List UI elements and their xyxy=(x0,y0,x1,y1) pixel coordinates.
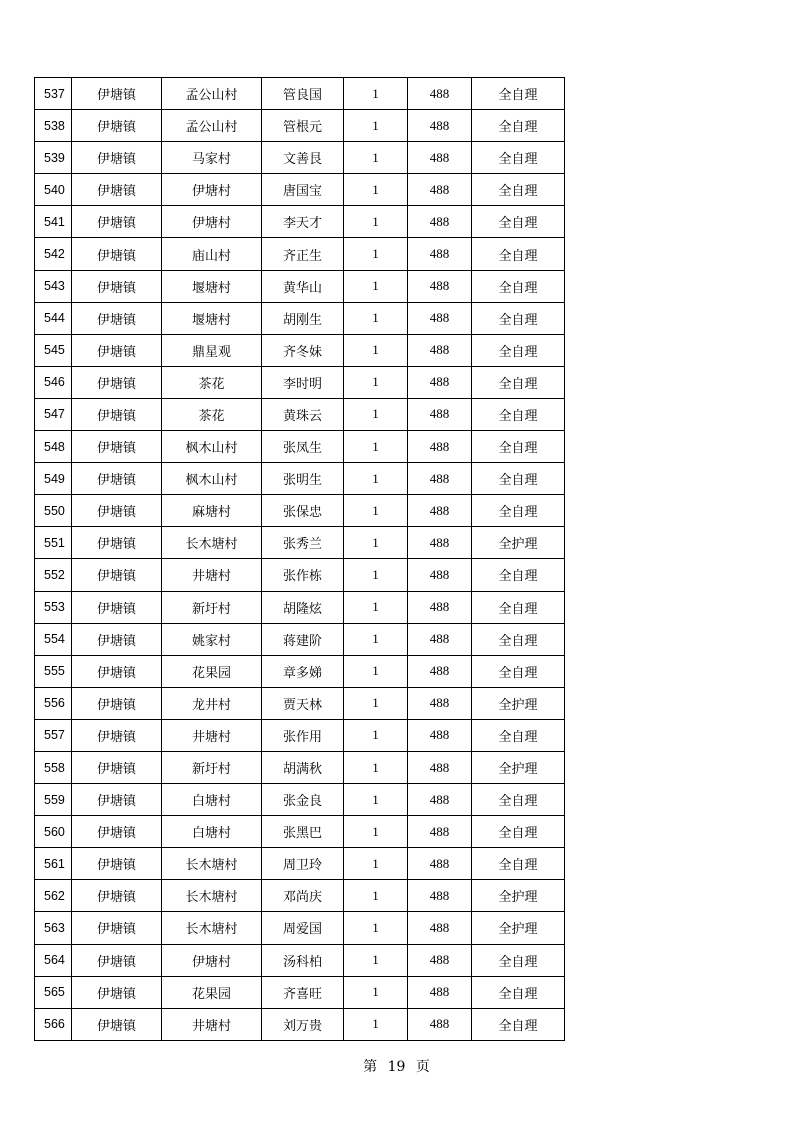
town-cell: 伊塘镇 xyxy=(72,719,162,751)
name-cell: 黄珠云 xyxy=(262,398,344,430)
care-type-cell: 全自理 xyxy=(472,623,565,655)
table-row xyxy=(35,944,565,976)
count-cell: 1 xyxy=(344,848,408,880)
amount-cell: 488 xyxy=(408,270,472,302)
town-cell: 伊塘镇 xyxy=(72,591,162,623)
count-cell: 1 xyxy=(344,623,408,655)
village-cell: 长木塘村 xyxy=(162,880,262,912)
count-cell: 1 xyxy=(344,687,408,719)
table-row xyxy=(35,976,565,1008)
care-type-cell: 全自理 xyxy=(472,334,565,366)
name-cell: 文善艮 xyxy=(262,142,344,174)
count-cell: 1 xyxy=(344,880,408,912)
table-row xyxy=(35,687,565,719)
table-row xyxy=(35,463,565,495)
amount-cell: 488 xyxy=(408,816,472,848)
count-cell: 1 xyxy=(344,912,408,944)
amount-cell: 488 xyxy=(408,687,472,719)
village-cell: 井塘村 xyxy=(162,559,262,591)
village-cell: 孟公山村 xyxy=(162,110,262,142)
village-cell: 新圩村 xyxy=(162,751,262,783)
town-cell: 伊塘镇 xyxy=(72,623,162,655)
amount-cell: 488 xyxy=(408,78,472,110)
table-row xyxy=(35,655,565,687)
care-type-cell: 全护理 xyxy=(472,912,565,944)
amount-cell: 488 xyxy=(408,591,472,623)
care-type-cell: 全自理 xyxy=(472,431,565,463)
name-cell: 汤科柏 xyxy=(262,944,344,976)
care-type-cell: 全自理 xyxy=(472,270,565,302)
count-cell: 1 xyxy=(344,559,408,591)
name-cell: 张秀兰 xyxy=(262,527,344,559)
village-cell: 枫木山村 xyxy=(162,463,262,495)
care-type-cell: 全自理 xyxy=(472,142,565,174)
care-type-cell: 全护理 xyxy=(472,880,565,912)
table-row xyxy=(35,270,565,302)
name-cell: 张凤生 xyxy=(262,431,344,463)
amount-cell: 488 xyxy=(408,398,472,430)
count-cell: 1 xyxy=(344,302,408,334)
table-row xyxy=(35,751,565,783)
care-type-cell: 全自理 xyxy=(472,591,565,623)
count-cell: 1 xyxy=(344,78,408,110)
seq-number-cell: 565 xyxy=(35,976,72,1008)
count-cell: 1 xyxy=(344,591,408,623)
count-cell: 1 xyxy=(344,366,408,398)
village-cell: 马家村 xyxy=(162,142,262,174)
table-row xyxy=(35,816,565,848)
table-row xyxy=(35,110,565,142)
seq-number-cell: 562 xyxy=(35,880,72,912)
table-row xyxy=(35,334,565,366)
table-row xyxy=(35,880,565,912)
count-cell: 1 xyxy=(344,206,408,238)
seq-number-cell: 538 xyxy=(35,110,72,142)
village-cell: 堰塘村 xyxy=(162,270,262,302)
town-cell: 伊塘镇 xyxy=(72,110,162,142)
table-row xyxy=(35,623,565,655)
name-cell: 邓尚庆 xyxy=(262,880,344,912)
name-cell: 胡隆炫 xyxy=(262,591,344,623)
town-cell: 伊塘镇 xyxy=(72,687,162,719)
amount-cell: 488 xyxy=(408,527,472,559)
village-cell: 枫木山村 xyxy=(162,431,262,463)
town-cell: 伊塘镇 xyxy=(72,174,162,206)
amount-cell: 488 xyxy=(408,206,472,238)
page-footer xyxy=(0,1056,793,1076)
town-cell: 伊塘镇 xyxy=(72,398,162,430)
seq-number-cell: 537 xyxy=(35,78,72,110)
name-cell: 张金良 xyxy=(262,784,344,816)
seq-number-cell: 564 xyxy=(35,944,72,976)
amount-cell: 488 xyxy=(408,944,472,976)
care-type-cell: 全自理 xyxy=(472,110,565,142)
count-cell: 1 xyxy=(344,751,408,783)
seq-number-cell: 547 xyxy=(35,398,72,430)
table-row xyxy=(35,784,565,816)
town-cell: 伊塘镇 xyxy=(72,784,162,816)
table-row xyxy=(35,302,565,334)
footer-prefix: 第 xyxy=(363,1059,378,1075)
village-cell: 花果园 xyxy=(162,655,262,687)
count-cell: 1 xyxy=(344,398,408,430)
village-cell: 茶花 xyxy=(162,366,262,398)
care-type-cell: 全护理 xyxy=(472,687,565,719)
name-cell: 管良国 xyxy=(262,78,344,110)
town-cell: 伊塘镇 xyxy=(72,880,162,912)
town-cell: 伊塘镇 xyxy=(72,495,162,527)
table-row xyxy=(35,174,565,206)
seq-number-cell: 561 xyxy=(35,848,72,880)
name-cell: 齐喜旺 xyxy=(262,976,344,1008)
name-cell: 刘万贵 xyxy=(262,1008,344,1040)
name-cell: 张作用 xyxy=(262,719,344,751)
seq-number-cell: 550 xyxy=(35,495,72,527)
town-cell: 伊塘镇 xyxy=(72,366,162,398)
seq-number-cell: 556 xyxy=(35,687,72,719)
amount-cell: 488 xyxy=(408,110,472,142)
village-cell: 井塘村 xyxy=(162,719,262,751)
amount-cell: 488 xyxy=(408,848,472,880)
village-cell: 鼎星观 xyxy=(162,334,262,366)
name-cell: 张明生 xyxy=(262,463,344,495)
town-cell: 伊塘镇 xyxy=(72,976,162,1008)
village-cell: 茶花 xyxy=(162,398,262,430)
care-type-cell: 全自理 xyxy=(472,366,565,398)
seq-number-cell: 548 xyxy=(35,431,72,463)
care-type-cell: 全自理 xyxy=(472,976,565,1008)
name-cell: 周卫玲 xyxy=(262,848,344,880)
table-row xyxy=(35,78,565,110)
name-cell: 胡刚生 xyxy=(262,302,344,334)
roster-table xyxy=(34,77,565,1041)
care-type-cell: 全自理 xyxy=(472,1008,565,1040)
town-cell: 伊塘镇 xyxy=(72,142,162,174)
village-cell: 麻塘村 xyxy=(162,495,262,527)
name-cell: 张黑巴 xyxy=(262,816,344,848)
care-type-cell: 全自理 xyxy=(472,174,565,206)
amount-cell: 488 xyxy=(408,719,472,751)
town-cell: 伊塘镇 xyxy=(72,302,162,334)
seq-number-cell: 552 xyxy=(35,559,72,591)
seq-number-cell: 566 xyxy=(35,1008,72,1040)
seq-number-cell: 539 xyxy=(35,142,72,174)
care-type-cell: 全自理 xyxy=(472,463,565,495)
table-row xyxy=(35,1008,565,1040)
name-cell: 胡满秋 xyxy=(262,751,344,783)
count-cell: 1 xyxy=(344,431,408,463)
table-row xyxy=(35,142,565,174)
care-type-cell: 全自理 xyxy=(472,784,565,816)
town-cell: 伊塘镇 xyxy=(72,816,162,848)
count-cell: 1 xyxy=(344,238,408,270)
table-row xyxy=(35,206,565,238)
amount-cell: 488 xyxy=(408,302,472,334)
seq-number-cell: 555 xyxy=(35,655,72,687)
footer-suffix: 页 xyxy=(415,1059,430,1075)
seq-number-cell: 544 xyxy=(35,302,72,334)
table-row xyxy=(35,527,565,559)
amount-cell: 488 xyxy=(408,751,472,783)
table-row xyxy=(35,366,565,398)
amount-cell: 488 xyxy=(408,238,472,270)
seq-number-cell: 554 xyxy=(35,623,72,655)
amount-cell: 488 xyxy=(408,431,472,463)
count-cell: 1 xyxy=(344,527,408,559)
amount-cell: 488 xyxy=(408,912,472,944)
village-cell: 长木塘村 xyxy=(162,912,262,944)
name-cell: 贾天林 xyxy=(262,687,344,719)
amount-cell: 488 xyxy=(408,655,472,687)
village-cell: 伊塘村 xyxy=(162,174,262,206)
village-cell: 姚家村 xyxy=(162,623,262,655)
village-cell: 长木塘村 xyxy=(162,848,262,880)
amount-cell: 488 xyxy=(408,784,472,816)
name-cell: 章多娣 xyxy=(262,655,344,687)
seq-number-cell: 560 xyxy=(35,816,72,848)
name-cell: 齐正生 xyxy=(262,238,344,270)
seq-number-cell: 543 xyxy=(35,270,72,302)
seq-number-cell: 549 xyxy=(35,463,72,495)
table-row xyxy=(35,398,565,430)
village-cell: 长木塘村 xyxy=(162,527,262,559)
name-cell: 周爱国 xyxy=(262,912,344,944)
amount-cell: 488 xyxy=(408,463,472,495)
name-cell: 李时明 xyxy=(262,366,344,398)
name-cell: 齐冬妹 xyxy=(262,334,344,366)
count-cell: 1 xyxy=(344,110,408,142)
care-type-cell: 全自理 xyxy=(472,302,565,334)
village-cell: 堰塘村 xyxy=(162,302,262,334)
village-cell: 花果园 xyxy=(162,976,262,1008)
care-type-cell: 全自理 xyxy=(472,238,565,270)
seq-number-cell: 553 xyxy=(35,591,72,623)
name-cell: 蒋建阶 xyxy=(262,623,344,655)
town-cell: 伊塘镇 xyxy=(72,334,162,366)
seq-number-cell: 558 xyxy=(35,751,72,783)
care-type-cell: 全护理 xyxy=(472,751,565,783)
seq-number-cell: 563 xyxy=(35,912,72,944)
amount-cell: 488 xyxy=(408,976,472,1008)
table-row xyxy=(35,431,565,463)
town-cell: 伊塘镇 xyxy=(72,270,162,302)
town-cell: 伊塘镇 xyxy=(72,1008,162,1040)
care-type-cell: 全自理 xyxy=(472,398,565,430)
town-cell: 伊塘镇 xyxy=(72,206,162,238)
name-cell: 张保忠 xyxy=(262,495,344,527)
name-cell: 唐国宝 xyxy=(262,174,344,206)
town-cell: 伊塘镇 xyxy=(72,238,162,270)
town-cell: 伊塘镇 xyxy=(72,944,162,976)
village-cell: 伊塘村 xyxy=(162,944,262,976)
table-row xyxy=(35,495,565,527)
roster-body xyxy=(35,78,565,1041)
seq-number-cell: 542 xyxy=(35,238,72,270)
count-cell: 1 xyxy=(344,174,408,206)
village-cell: 新圩村 xyxy=(162,591,262,623)
seq-number-cell: 551 xyxy=(35,527,72,559)
count-cell: 1 xyxy=(344,655,408,687)
amount-cell: 488 xyxy=(408,1008,472,1040)
village-cell: 龙井村 xyxy=(162,687,262,719)
town-cell: 伊塘镇 xyxy=(72,431,162,463)
amount-cell: 488 xyxy=(408,880,472,912)
care-type-cell: 全自理 xyxy=(472,206,565,238)
amount-cell: 488 xyxy=(408,334,472,366)
amount-cell: 488 xyxy=(408,495,472,527)
count-cell: 1 xyxy=(344,270,408,302)
amount-cell: 488 xyxy=(408,142,472,174)
care-type-cell: 全自理 xyxy=(472,848,565,880)
name-cell: 黄华山 xyxy=(262,270,344,302)
village-cell: 白塘村 xyxy=(162,816,262,848)
amount-cell: 488 xyxy=(408,559,472,591)
table-row xyxy=(35,559,565,591)
town-cell: 伊塘镇 xyxy=(72,78,162,110)
amount-cell: 488 xyxy=(408,623,472,655)
care-type-cell: 全自理 xyxy=(472,944,565,976)
name-cell: 李天才 xyxy=(262,206,344,238)
table-row xyxy=(35,591,565,623)
table-row xyxy=(35,848,565,880)
seq-number-cell: 546 xyxy=(35,366,72,398)
town-cell: 伊塘镇 xyxy=(72,655,162,687)
seq-number-cell: 545 xyxy=(35,334,72,366)
count-cell: 1 xyxy=(344,976,408,1008)
amount-cell: 488 xyxy=(408,366,472,398)
village-cell: 伊塘村 xyxy=(162,206,262,238)
care-type-cell: 全自理 xyxy=(472,78,565,110)
village-cell: 孟公山村 xyxy=(162,78,262,110)
care-type-cell: 全自理 xyxy=(472,816,565,848)
care-type-cell: 全自理 xyxy=(472,655,565,687)
count-cell: 1 xyxy=(344,1008,408,1040)
count-cell: 1 xyxy=(344,495,408,527)
table-row xyxy=(35,912,565,944)
count-cell: 1 xyxy=(344,334,408,366)
count-cell: 1 xyxy=(344,944,408,976)
town-cell: 伊塘镇 xyxy=(72,912,162,944)
seq-number-cell: 557 xyxy=(35,719,72,751)
seq-number-cell: 540 xyxy=(35,174,72,206)
seq-number-cell: 541 xyxy=(35,206,72,238)
care-type-cell: 全自理 xyxy=(472,719,565,751)
town-cell: 伊塘镇 xyxy=(72,559,162,591)
name-cell: 管根元 xyxy=(262,110,344,142)
town-cell: 伊塘镇 xyxy=(72,463,162,495)
count-cell: 1 xyxy=(344,816,408,848)
amount-cell: 488 xyxy=(408,174,472,206)
care-type-cell: 全自理 xyxy=(472,559,565,591)
village-cell: 井塘村 xyxy=(162,1008,262,1040)
table-row xyxy=(35,719,565,751)
care-type-cell: 全护理 xyxy=(472,527,565,559)
town-cell: 伊塘镇 xyxy=(72,751,162,783)
village-cell: 白塘村 xyxy=(162,784,262,816)
page-number: 19 xyxy=(387,1059,406,1075)
village-cell: 庙山村 xyxy=(162,238,262,270)
care-type-cell: 全自理 xyxy=(472,495,565,527)
count-cell: 1 xyxy=(344,719,408,751)
count-cell: 1 xyxy=(344,784,408,816)
town-cell: 伊塘镇 xyxy=(72,527,162,559)
town-cell: 伊塘镇 xyxy=(72,848,162,880)
count-cell: 1 xyxy=(344,463,408,495)
table-row xyxy=(35,238,565,270)
seq-number-cell: 559 xyxy=(35,784,72,816)
name-cell: 张作栋 xyxy=(262,559,344,591)
count-cell: 1 xyxy=(344,142,408,174)
